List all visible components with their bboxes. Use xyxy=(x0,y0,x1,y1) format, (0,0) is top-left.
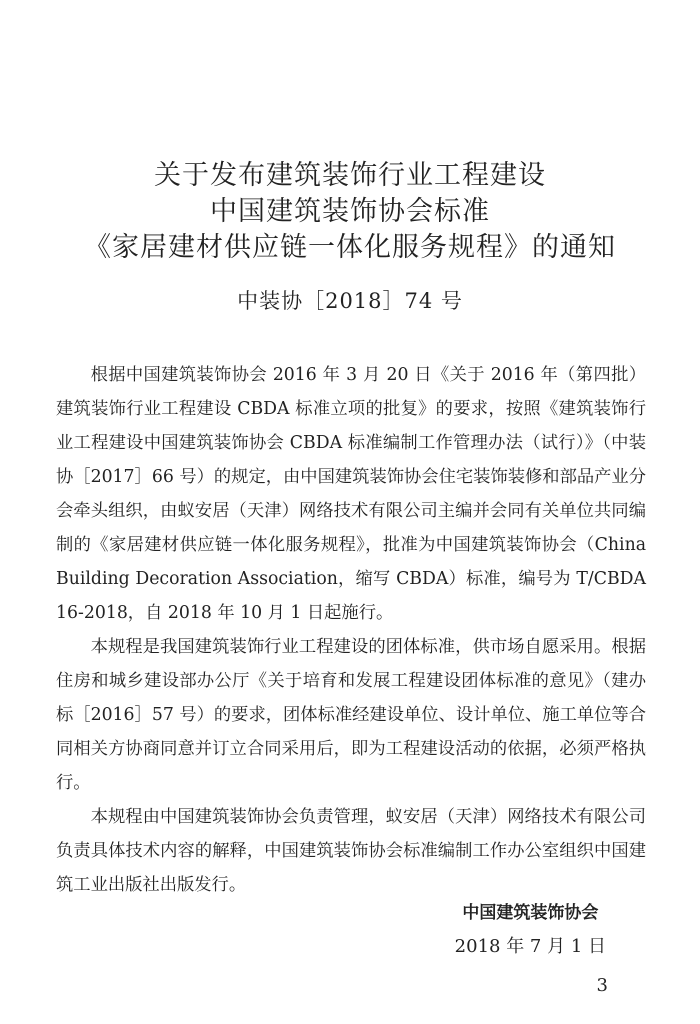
title-line-2: 中国建筑装饰协会标准 xyxy=(210,196,490,227)
signature-block xyxy=(455,896,606,964)
signature-date: 2018 年 7 月 1 日 xyxy=(454,936,606,957)
body-paragraph-3: 本规程由中国建筑装饰协会负责管理，蚁安居（天津）网络技术有限公司负责具体技术内容的解释，中国建筑装饰协会标准编制工作办公室组织中国建筑工业出版社出版发行。 xyxy=(56,807,646,895)
page-number: 3 xyxy=(596,975,608,996)
document-number: 中装协［2018］74 号 xyxy=(237,289,463,313)
notice-title xyxy=(0,158,700,266)
body-paragraph-1: 根据中国建筑装饰协会 2016 年 3 月 20 日《关于 2016 年（第四批）建筑装饰行业工程建设 CBDA 标准立项的批复》的要求，按照《建筑装饰行业工程建设中国建筑装饰协会 CBDA 标准编制工作管理办法（试行）》（中装协［2017］66 号）的规定，由中国建筑装饰协会住宅装饰装修和部品产业分会牵头组织，由蚁安居（天津）网络技术有限公司主编并会同有关单位共同编制的《家居建材供应链一体化服务规程》，批准为中国建筑装饰协会（China Building Decoration Association，缩写 CBDA）标准，编号为 T/CBDA 16-2018，自 2018 年 10 月 1 日起施行。 xyxy=(56,365,646,623)
title-line-3: 《家居建材供应链一体化服务规程》的通知 xyxy=(84,232,616,263)
signature-organization: 中国建筑装饰协会 xyxy=(462,903,599,923)
notice-body xyxy=(56,358,646,902)
title-line-1: 关于发布建筑装饰行业工程建设 xyxy=(154,160,546,191)
body-paragraph-2: 本规程是我国建筑装饰行业工程建设的团体标准，供市场自愿采用。根据住房和城乡建设部办公厅《关于培育和发展工程建设团体标准的意见》（建办标［2016］57 号）的要求，团体标准经建设单位、设计单位、施工单位等合同相关方协商同意并订立合同采用后，即为工程建设活动的依据，必须严格执行。 xyxy=(56,637,646,793)
